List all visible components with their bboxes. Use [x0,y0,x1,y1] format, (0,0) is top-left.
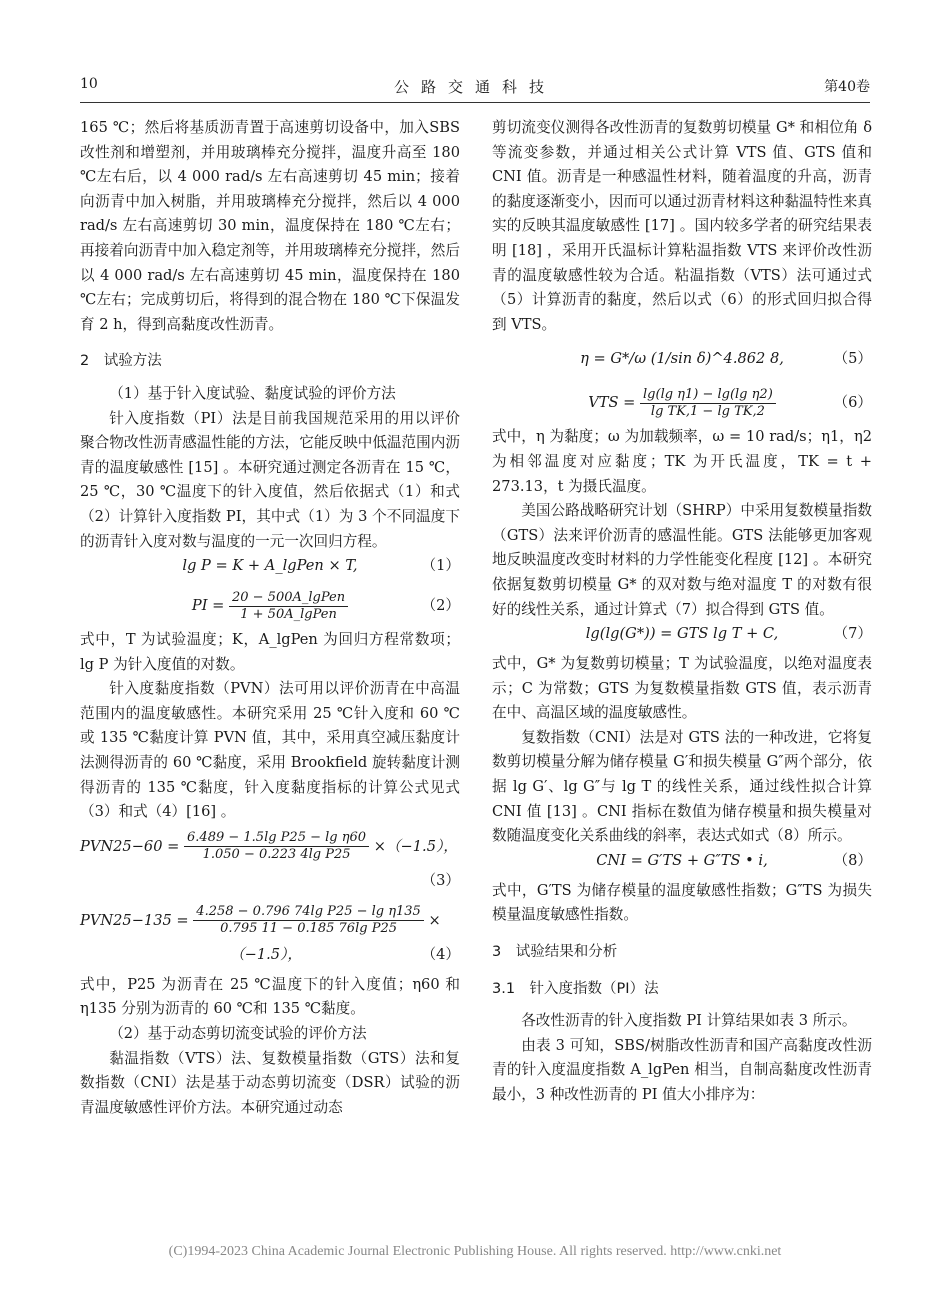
paragraph: 针入度指数（PI）法是目前我国规范采用的用以评价聚合物改性沥青感温性能的方法，它能反映中低温范围内沥青的温度敏感性 [15] 。本研究通过测定各沥青在 15 ℃，25 ℃，30 ℃温度下的针入度值，然后依据式（1）和式（2）计算针入度指数 PI，其中式（1）为 3 个不同温度下的沥青针入度对数与温度的一元一次回归方程。 [80,409,460,550]
equation-number: （5） [833,350,872,368]
paragraph: 复数指数（CNI）法是对 GTS 法的一种改进，它将复数剪切模量分解为储存模量 G′和损失模量 G″两个部分，依据 lg G′、lg G″与 lg T 的线性关系，通过线性拟合计算 CNI 值 [13] 。CNI 指标在数值为储存模量和损失模量对数随温度变化关系曲线的斜率，表达式如式（8）所示。 [492,728,872,845]
section-heading: 2 试验方法 [80,353,162,370]
paragraph: 式中，P25 为沥青在 25 ℃温度下的针入度值；η60 和 η135 分别为沥青的 60 ℃和 135 ℃黏度。 [80,975,460,1018]
equation-1: lg P = K + A_lgPen × T, （1） [80,554,460,584]
paragraph: 黏温指数（VTS）法、复数模量指数（GTS）法和复数指数（CNI）法是基于动态剪切流变（DSR）试验的沥青温度敏感性评价方法。本研究通过动态 [80,1049,460,1116]
subsection-heading: 3.1 针入度指数（PI）法 [492,980,659,997]
paragraph: 针入度黏度指数（PVN）法可用以评价沥青在中高温范围内的温度敏感性。本研究采用 25 ℃针入度和 60 ℃或 135 ℃黏度计算 PVN 值，其中，采用真空减压黏度计法测得沥青的 60 ℃黏度，采用 Brookfield 旋转黏度计测得沥青的 135 ℃黏度，针入度黏度指标的计算公式见式（3）和式（4）[16] 。 [80,680,460,821]
equation-4: PVN25−135 = $\frac{\text{4.258 − 0.796 74lg P25 − lg η135}}{\text{0.795 11 − 0.185 76lg P25}}$ × [80,904,441,937]
equation-3-number-row [80,869,460,899]
paragraph: 由表 3 可知，SBS/树脂改性沥青和国产高黏度改性沥青的针入度温度指数 A_lgPen 相当，自制高黏度改性沥青最小，3 种改性沥青的 PI 值大小排序为： [492,1036,872,1103]
right-column [492,116,872,1108]
paragraph: 式中，G′TS 为储存模量的温度敏感性指数；G″TS 为损失模量温度敏感性指数。 [492,881,872,924]
equation-number: （4） [421,945,460,963]
page-number: 10 [80,76,98,92]
paragraph: 美国公路战略研究计划（SHRP）中采用复数模量指数（GTS）法来评价沥青的感温性能。GTS 法能够更加客观地反映温度改变时材料的力学性能变化程度 [12] 。本研究依据复数剪切模量 G* 的双对数与绝对温度 T 的对数有很好的线性关系，通过计算式（7）拟合得到 GTS 值。 [492,502,872,618]
page-header [80,76,870,100]
header-rule [80,102,870,103]
equation-5: η = G*/ω (1/sin δ)^4.862 8, （5） [492,337,872,381]
subsection-heading: （1）基于针入度试验、黏度试验的评价方法 [109,384,396,402]
equation-3: PVN25−60 = $\frac{\text{6.489 − 1.5lg P25 − lg η60}}{\text{1.050 − 0.223 4lg P25}}$ ×（−1.5）， [80,830,458,863]
equation-4-continuation: （−1.5）， （4） [80,943,460,973]
left-column [80,116,460,1120]
equation-number: （1） [421,557,460,575]
equation-number: （8） [833,851,872,869]
section-heading: 3 试验结果和分析 [492,944,618,961]
paragraph: 式中，G* 为复数剪切模量；T 为试验温度，以绝对温度表示；C 为常数；GTS 为复数模量指数 GTS 值，表示沥青在中、高温区域的温度敏感性。 [492,655,872,722]
equation-number: （6） [833,394,872,412]
equation-8: CNI = G′TS + G″TS • i, （8） [492,849,872,879]
equation-2: PI = $\frac{\text{20 − 500A\_lgPen}}{\text{1 + 50A\_lgPen}}$ （2） [80,584,460,628]
equation-number: （2） [421,597,460,615]
equation-6: VTS = $\frac{\text{lg(lg η1) − lg(lg η2)}}{\text{lg TK,1 − lg TK,2}}$ （6） [492,381,872,425]
equation-7: lg(lg(G*)) = GTS lg T + C, （7） [492,622,872,652]
subsection-heading: （2）基于动态剪切流变试验的评价方法 [109,1025,367,1043]
paragraph: 式中，η 为黏度；ω 为加载频率，ω = 10 rad/s；η1，η2 为相邻温度对应黏度；TK 为开氏温度，TK = t + 273.13，t 为摄氏温度。 [492,428,872,495]
paragraph: 式中，T 为试验温度；K，A_lgPen 为回归方程常数项；lg P 为针入度值的对数。 [80,631,460,673]
journal-title: 公路交通科技 [393,78,556,96]
copyright-footer: (C)1994-2023 China Academic Journal Electronic Publishing House. All rights reserved. http://www.cnki.net [168,1244,782,1259]
volume-label: 第40卷 [824,79,870,95]
equation-number: （7） [833,625,872,643]
paragraph: 剪切流变仪测得各改性沥青的复数剪切模量 G* 和相位角 δ 等流变参数，并通过相关公式计算 VTS 值、GTS 值和 CNI 值。沥青是一种感温性材料，随着温度的升高，沥青的黏度逐渐变小，因而可以通过沥青材料这种黏温特性来真实的反映其温度敏感性 [17] 。国内较多学者的研究结果表明 [18] ，采用开氏温标计算粘温指数 VTS 来评价改性沥青的温度敏感性较为合适。粘温指数（VTS）法可通过式（5）计算沥青的黏度，然后以式（6）的形式回归拟合得到 VTS。 [492,119,872,333]
paragraph: 各改性沥青的针入度指数 PI 计算结果如表 3 所示。 [521,1012,857,1030]
paragraph: 165 ℃；然后将基质沥青置于高速剪切设备中，加入SBS 改性剂和增塑剂，并用玻璃棒充分搅拌，温度升高至 180 ℃左右后，以 4 000 rad/s 左右高速剪切 45 min；接着向沥青中加入树脂，并用玻璃棒充分搅拌，然后以 4 000 rad/s 左右高速剪切 30 min，温度保持在 180 ℃左右；再接着向沥青中加入稳定剂等，并用玻璃棒充分搅拌，然后以 4 000 rad/s 左右高速剪切 45 min，温度保持在 180 ℃左右；完成剪切后，将得到的混合物在 180 ℃下保温发育 2 h，得到高黏度改性沥青。 [80,119,460,333]
equation-number: （3） [421,871,460,889]
